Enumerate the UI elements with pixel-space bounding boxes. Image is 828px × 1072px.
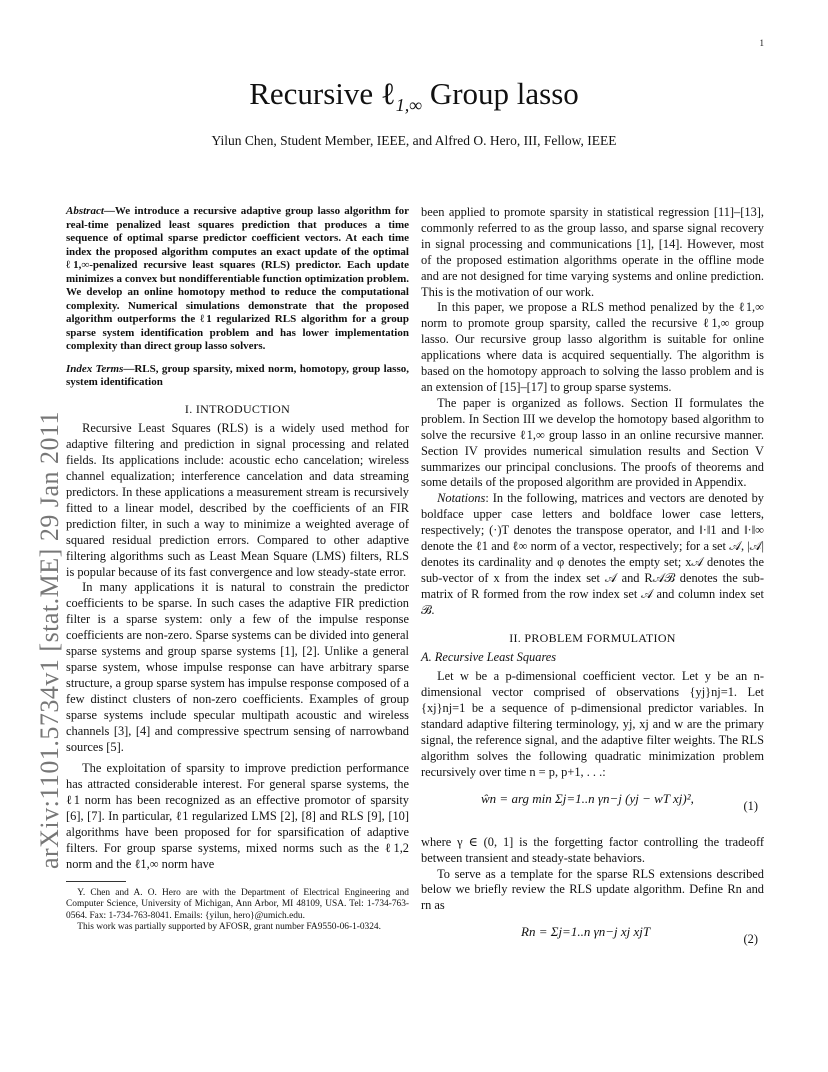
abstract-lead: Abstract: [66, 205, 104, 217]
intro-paragraph-2: In many applications it is natural to constrain the predictor coefficients to be sparse. In such cases the adaptive FIR prediction filter is a sparse system: only a few of the impulse response coefficients are non-zero. Sparse systems can be divided into general sparse systems and group sparse systems [1], [2]. Unlike a general sparse system, whose impulse response can have arbitrary sparse structure, a group sparse system has impulse response composed of a few distinct clusters of non-zero coefficients. Examples of group sparse systems include specular multipath acoustic and wireless channels [3], [4] and compressive spectrum sensing of narrowband sources [5].: [66, 580, 409, 754]
equation-1-body: ŵn = arg min Σj=1..n γn−j (yj − wT xj)²,: [481, 790, 694, 806]
footnote-affiliation: Y. Chen and A. O. Hero are with the Department of Electrical Engineering and Computer Science, University of Michigan, Ann Arbor, MI 48109, USA. Tel: 1-734-763-0564. Fax: 1-734-763-8041. Emails: {yilun, hero}@umich.edu.: [66, 887, 409, 921]
paper-title: [0, 76, 828, 116]
template-paragraph: To serve as a template for the sparse RLS extensions described below we briefly review the RLS update algorithm. Define Rn and rn as: [421, 866, 764, 913]
right-paragraph-1: been applied to promote sparsity in statistical regression [11]–[13], commonly referred to as the group lasso, and sparse signal recovery in signal processing and communications [1], [14]. However, most of the proposed estimation algorithms operate in the offline mode and are not designed for time varying systems and online prediction. This is the motivation of our work.: [421, 205, 764, 299]
abstract: [66, 205, 409, 354]
equation-1-number: (1): [743, 798, 758, 813]
right-paragraph-3: The paper is organized as follows. Section II formulates the problem. In Section III we develop the homotopy based algorithm to solve the recursive ℓ1,∞ group lasso in an online recursive manner. Section IV provides numerical simulation results and Section V summarizes our principal conclusions. The proofs of theorems and some details of the proposed algorithm are provided in Appendix.: [421, 395, 764, 490]
index-terms-lead: Index Terms: [66, 362, 124, 375]
index-terms: [66, 363, 409, 390]
equation-2: [421, 918, 764, 964]
equation-1: [421, 785, 764, 831]
title-main: Recursive ℓ: [249, 76, 396, 111]
left-column: [66, 205, 409, 933]
notations-text: : In the following, matrices and vectors are denoted by boldface upper case letters and boldface lower case letters, respectively; (·)T denotes the transpose operator, and ‖·‖1 and ‖·‖∞ denote the ℓ1 and ℓ∞ norm of a vector, respectively; for a set 𝒜, |𝒜| denotes its cardinality and φ denotes the empty set; x𝒜 denotes the sub-vector of x from the index set 𝒜 and R𝒜ℬ denotes the sub-matrix of R formed from the row index set 𝒜 and column index set ℬ.: [421, 491, 764, 617]
index-terms-text: —RLS, group sparsity, mixed norm, homotopy, group lasso, system identification: [66, 362, 409, 388]
abstract-text: —We introduce a recursive adaptive group lasso algorithm for real-time penalized least squares prediction that produces a time sequence of optimal sparse predictor coefficient vectors. At each time index the proposed algorithm computes an exact update of the optimal ℓ1,∞-penalized recursive least squares (RLS) predictor. Each update minimizes a convex but nondifferentiable function optimization problem. We develop an online homotopy method to reduce the computational complexity. Numerical simulations demonstrate that the proposed algorithm outperforms the ℓ1 regularized RLS algorithm for a group sparse system identification problem and has lower implementation complexity than direct group lasso solvers.: [66, 205, 409, 352]
notations-paragraph: [421, 491, 764, 618]
intro-paragraph-3: The exploitation of sparsity to improve prediction performance has attracted considerable interest. For general sparse systems, the ℓ1 norm has been recognized as an effective promotor of sparsity [6], [7]. In particular, ℓ1 regularized LMS [2], [8] and RLS [9], [10] algorithms have been proposed for for sparsification of adaptive filters. For group sparse systems, mixed norms such as the ℓ1,2 norm and the ℓ1,∞ norm have: [66, 761, 409, 871]
section-heading-problem: II. PROBLEM FORMULATION: [509, 630, 676, 645]
right-column: [421, 205, 764, 968]
rls-paragraph: Let w be a p-dimensional coefficient vector. Let y be an n-dimensional vector comprised of observations {yj}nj=1. Let {xj}nj=1 be a sequence of p-dimensional predictor variables. In standard adaptive filtering terminology, yj, xj and w are the primary signal, the reference signal, and the adaptive filter weights. The RLS algorithm solves the following quadratic minimization problem recursively over time n = p, p+1, . . .:: [421, 669, 764, 779]
section-heading-introduction: I. INTRODUCTION: [184, 401, 291, 416]
equation-2-body: Rn = Σj=1..n γn−j xj xjT: [521, 924, 651, 940]
notations-lead: Notations: [437, 491, 486, 506]
title-suffix: Group lasso: [422, 76, 579, 111]
author-line: Yilun Chen, Student Member, IEEE, and Alfred O. Hero, III, Fellow, IEEE: [211, 133, 617, 148]
page-number: 1: [759, 38, 764, 48]
footnote-funding: This work was partially supported by AFOSR, grant number FA9550-06-1-0324.: [77, 922, 381, 932]
arxiv-stamp-text: arXiv:1101.5734v1 [stat.ME] 29 Jan 2011: [35, 410, 64, 870]
intro-paragraph-1: Recursive Least Squares (RLS) is a widely used method for adaptive filtering and prediction in signal processing and related fields. Its applications include: acoustic echo cancelation; wireless channel equalization; interference cancelation and data streaming predictors. In these applications a measurement stream is recursively fitted to a linear model, described by the coefficients of an FIR prediction filter, in such a way to minimize a weighted average of squared residual prediction errors. Compared to other adaptive filtering algorithms such as Least Mean Square (LMS) filters, RLS is popular because of its fast convergence and low steady-state error.: [66, 421, 409, 579]
equation-2-number: (2): [743, 932, 758, 947]
forgetting-factor-paragraph: where γ ∈ (0, 1] is the forgetting factor controlling the tradeoff between transient and steady-state behaviors.: [421, 834, 764, 865]
title-subscript: 1,∞: [395, 95, 423, 116]
right-paragraph-2: In this paper, we propose a RLS method penalized by the ℓ1,∞ norm to promote group sparsity, called the recursive ℓ1,∞ group lasso. Our recursive group lasso algorithm is suitable for online applications where data is acquired sequentially. The algorithm is based on the homotopy approach to solving the lasso problem and is an extension of [15]–[17] to group sparse systems.: [421, 300, 764, 394]
footnote-divider: [66, 881, 126, 882]
subsection-heading-rls: A. Recursive Least Squares: [421, 650, 557, 665]
